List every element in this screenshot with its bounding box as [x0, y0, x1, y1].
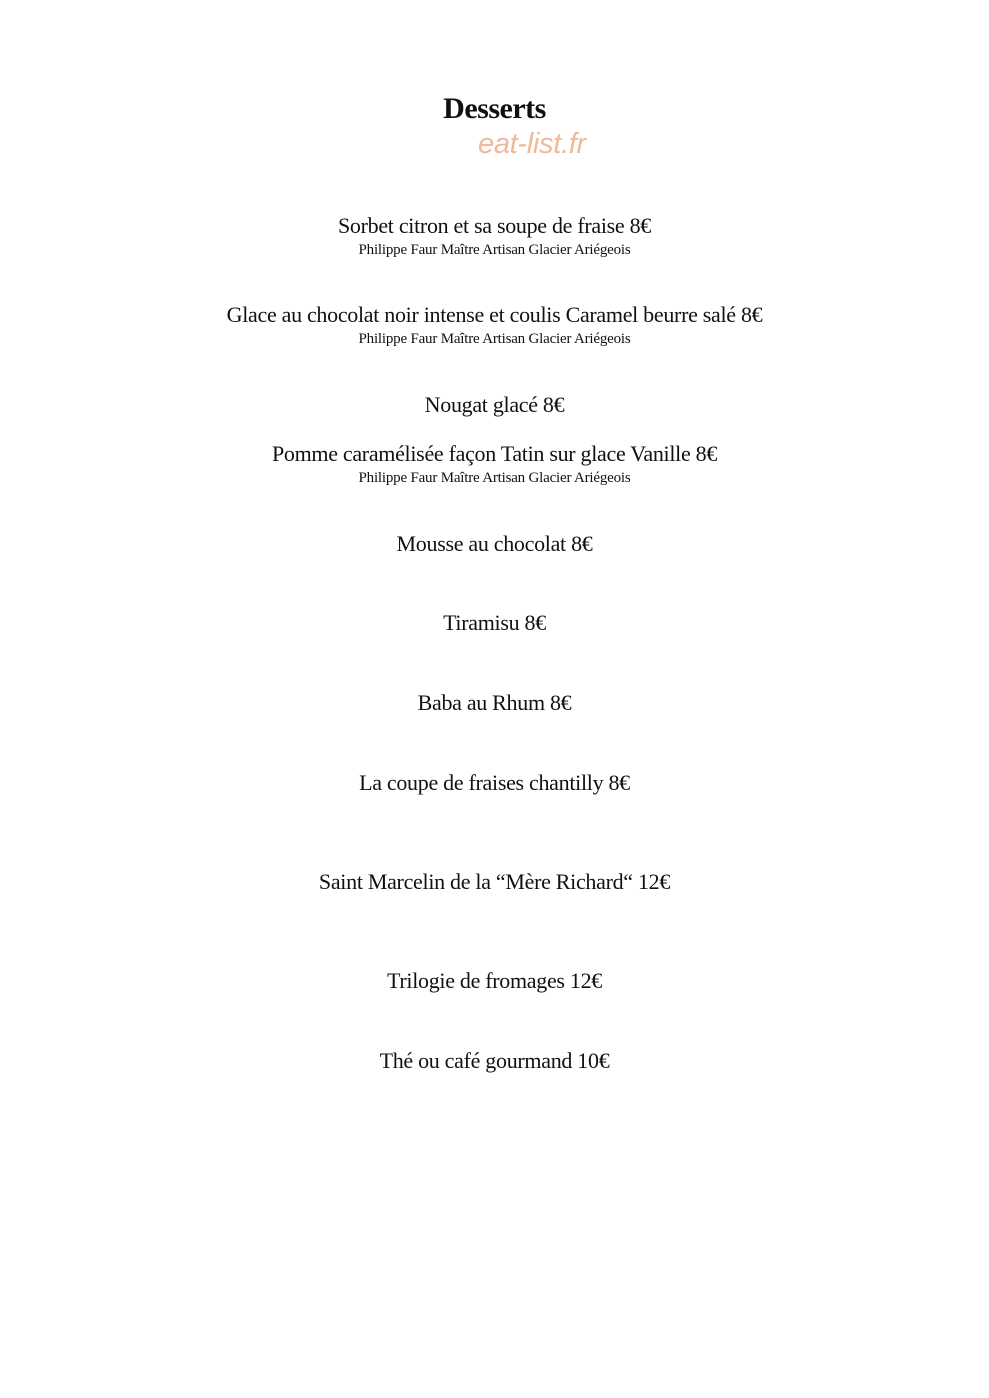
item-note: Philippe Faur Maître Artisan Glacier Ariégeois — [358, 242, 631, 258]
menu-item — [0, 690, 989, 716]
item-name: Glace au chocolat noir intense et coulis Caramel beurre salé 8€ — [226, 302, 763, 327]
item-name: Tiramisu 8€ — [443, 610, 546, 635]
menu-item — [0, 213, 989, 259]
item-note: Philippe Faur Maître Artisan Glacier Ariégeois — [358, 470, 631, 486]
menu-item — [0, 770, 989, 796]
menu-item — [0, 392, 989, 418]
menu-item — [0, 869, 989, 895]
item-name: Sorbet citron et sa soupe de fraise 8€ — [337, 213, 651, 238]
menu-item — [0, 610, 989, 636]
menu-title: Desserts — [443, 92, 546, 125]
item-name: Mousse au chocolat 8€ — [396, 531, 593, 556]
item-name: Thé ou café gourmand 10€ — [379, 1048, 610, 1073]
item-note: Philippe Faur Maître Artisan Glacier Ariégeois — [358, 331, 631, 347]
menu-item — [0, 441, 989, 487]
item-name: Pomme caramélisée façon Tatin sur glace Vanille 8€ — [271, 441, 718, 466]
menu-item — [0, 968, 989, 994]
menu-item — [0, 531, 989, 557]
item-name: Nougat glacé 8€ — [424, 392, 565, 417]
item-name: La coupe de fraises chantilly 8€ — [359, 770, 630, 795]
menu-item — [0, 302, 989, 348]
item-name: Baba au Rhum 8€ — [417, 690, 572, 715]
item-name: Trilogie de fromages 12€ — [386, 968, 602, 993]
watermark: eat-list.fr — [478, 128, 586, 160]
item-name: Saint Marcelin de la “Mère Richard“ 12€ — [318, 869, 671, 894]
menu-item — [0, 1048, 989, 1074]
